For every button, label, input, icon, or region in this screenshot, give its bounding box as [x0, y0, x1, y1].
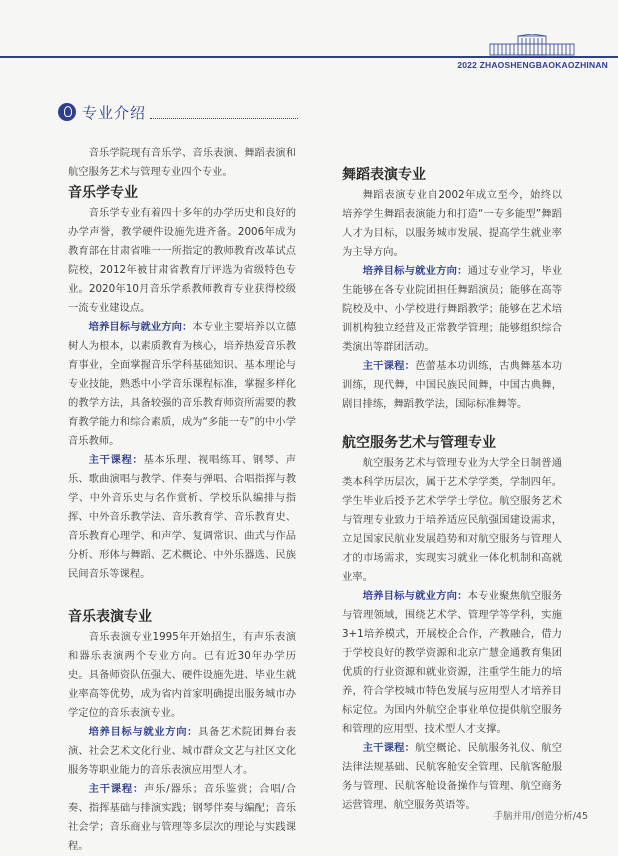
major-description: 音乐学专业有着四十多年的办学历史和良好的办学声誉，教学硬件设施先进齐备。2006年成为教育部在甘肃省唯一一所指定的教师教育改革试点院校，2012年被甘肃省教育厅评选为省级特色专业。2020年10月音乐学系教师教育专业获得校级一流专业建设点。: [68, 207, 296, 314]
training-goal: [342, 262, 562, 357]
course-label: 主干课程：: [88, 783, 145, 795]
major-title: 音乐表演专业: [68, 609, 152, 625]
training-goal: [68, 318, 296, 451]
core-courses: [68, 780, 296, 856]
core-courses: [342, 357, 562, 414]
section-divider: [150, 118, 298, 120]
goal-text: 本专业聚焦航空服务与管理领域，围绕艺术学、管理学等学科，实施3+1培养模式，开展校企合作，产教融合，借力于学校良好的教学资源和北京广慧金通教育集团优质的行业资源和就业资源，注重学生能力的培养，符合学校城市特色发展与应用型人才培养目标定位。为国内外航空企事业单位提供航空服务和管理的应用型、技术型人才支撑。: [342, 590, 563, 735]
right-column: [342, 164, 562, 815]
core-courses: [342, 739, 562, 815]
major-title: 舞蹈表演专业: [342, 167, 426, 183]
major-description: 航空服务艺术与管理专业为大学全日制普通类本科学历层次，属于艺术学学类，学制四年。学生毕业后授予艺术学学士学位。航空服务艺术与管理专业致力于培养适应民航强国建设需求，立足国家民航业发展趋势和对航空服务与管理人才的市场需求，实现实习就业一体化机制和高就业率。: [342, 457, 562, 583]
music-note-icon: [58, 103, 76, 121]
training-goal: [68, 723, 296, 780]
goal-label: 培养目标与就业方向：: [362, 265, 468, 277]
goal-label: 培养目标与就业方向：: [88, 321, 193, 333]
goal-label: 培养目标与就业方向：: [88, 726, 199, 738]
major-description: 舞蹈表演专业自2002年成立至今，始终以培养学生舞蹈表演能力和打造“一专多能型”舞蹈人才为目标，以服务城市发展、提高学生就业率为主导方向。: [342, 189, 562, 258]
core-courses: [68, 451, 296, 584]
goal-text: 本专业主要培养以立德树人为根本，以素质教育为核心，培养热爱音乐教育事业，全面掌握音乐学科基础知识、基本理论与专业技能，熟悉中小学音乐课程标准，掌握多样化的教学方法，具备较强的音乐教育师资所需要的教育教学能力和综合素质，成为“多能一专”的中小学音乐教师。: [68, 321, 297, 447]
major-title: 音乐学专业: [68, 185, 138, 201]
major-description: 音乐表演专业1995年开始招生，有声乐表演和器乐表演两个专业方向。已有近30年办学历史。具备师资队伍强大、硬件设施先进、毕业生就业率高等优势，成为省内首家明确提出服务城市办学定位的音乐表演专业。: [68, 631, 296, 719]
goal-label: 培养目标与就业方向：: [362, 590, 468, 602]
course-label: 主干课程：: [362, 742, 416, 754]
header-rule: [0, 56, 618, 58]
section-heading: [58, 100, 146, 124]
left-column: [68, 144, 296, 856]
building-illustration: [488, 34, 576, 56]
goal-text: 具备艺术院团舞台表演、社会艺术文化行业、城市群众文艺与社区文化服务等职业能力的音乐表演应用型人才。: [68, 726, 297, 776]
training-goal: [342, 587, 562, 739]
course-text: 基本乐理、视唱练耳、钢琴、声乐、歌曲演唱与教学、伴奏与弹唱、合唱指挥与教学、中外音乐史与名作赏析、学校乐队编排与指挥、中外音乐教学法、音乐教育学、音乐教育史、音乐教育心理学、和声学、复调常识、曲式与作品分析、形体与舞蹈、艺术概论、中外乐器选、民族民间音乐等课程。: [68, 454, 297, 580]
course-label: 主干课程：: [362, 360, 416, 372]
header-label: 2022 ZHAOSHENGBAOKAOZHINAN: [457, 60, 608, 70]
course-text: 航空概论、民航服务礼仪、航空法律法规基础、民航客舱安全管理、民航客舱服务与管理、民航客舱设备操作与管理、航空商务运营管理、航空服务英语等。: [342, 742, 563, 811]
intro-paragraph: 音乐学院现有音乐学、音乐表演、舞蹈表演和航空服务艺术与管理专业四个专业。: [68, 147, 296, 178]
course-text: 声乐/器乐；音乐鉴赏；合唱/合奏、指挥基础与排演实践；钢琴伴奏与编配；音乐社会学；音乐商业与管理等多层次的理论与实践课程。: [68, 783, 296, 852]
page-footer: 手脑并用/创造分析/45: [493, 811, 588, 822]
course-text: 芭蕾基本功训练，古典舞基本功训练，现代舞，中国民族民间舞，中国古典舞，剧目排练，舞蹈教学法，国际标准舞等。: [342, 360, 563, 410]
section-title: 专业介绍: [82, 103, 147, 122]
goal-text: 通过专业学习，毕业生能够在各专业院团担任舞蹈演员；能够在高等院校及中、小学校进行舞蹈教学；能够在艺术培训机构独立经营及正常教学管理；能够组织综合类演出等群团活动。: [342, 265, 563, 353]
course-label: 主干课程：: [88, 454, 144, 466]
major-title: 航空服务艺术与管理专业: [342, 435, 496, 451]
